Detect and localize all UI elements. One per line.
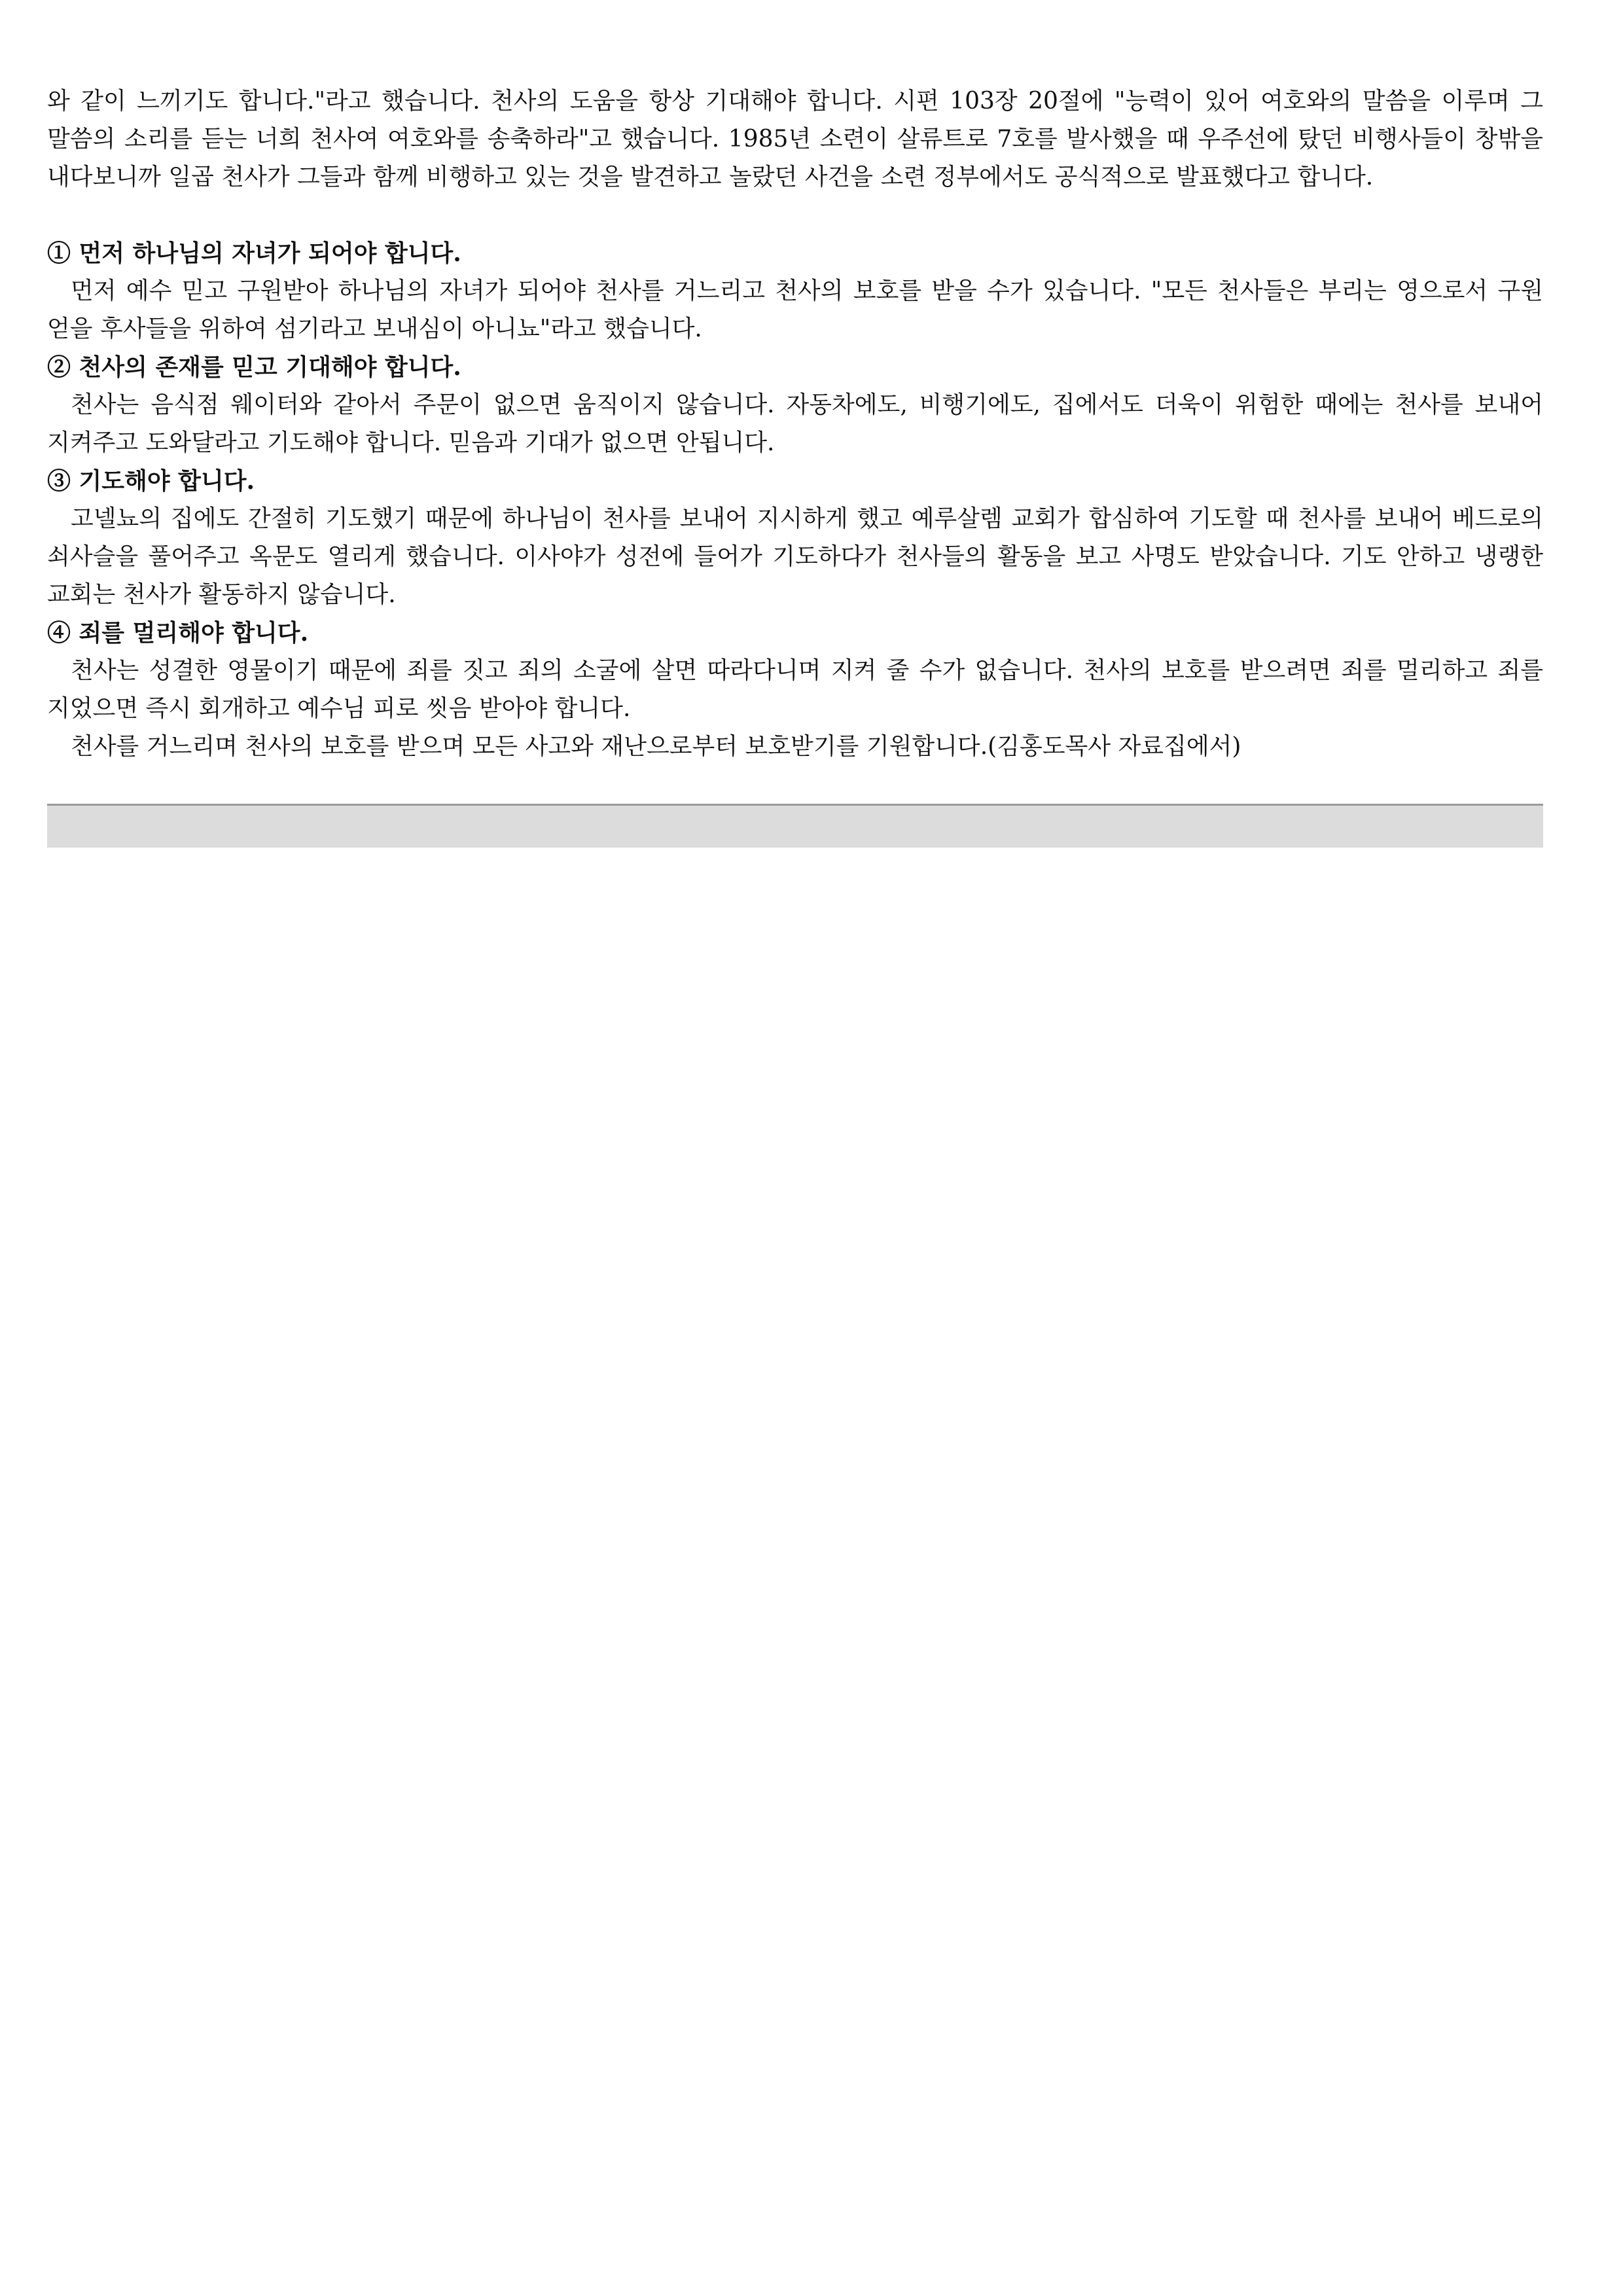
section-1-body: 먼저 예수 믿고 구원받아 하나님의 자녀가 되어야 천사를 거느리고 천사의 보호를 받을 수가 있습니다. "모든 천사들은 부리는 영으로서 구원 얻을 후사들을 위하여 섬기라고 보내심이 아니뇨"라고 했습니다. — [47, 278, 1543, 342]
section-4-heading: ④ 죄를 멀리해야 합니다. — [47, 619, 309, 647]
section-2-body: 천사는 음식점 웨이터와 같아서 주문이 없으면 움직이지 않습니다. 자동차에도, 비행기에도, 집에서도 더욱이 위험한 때에는 천사를 보내어 지켜주고 도와달라고 기도해야 합니다. 믿음과 기대가 없으면 안됩니다. — [47, 391, 1543, 456]
section-3-body: 고넬뇨의 집에도 간절히 기도했기 때문에 하나님이 천사를 보내어 지시하게 했고 예루살렘 교회가 합심하여 기도할 때 천사를 보내어 베드로의 쇠사슬을 풀어주고 옥문도 열리게 했습니다. 이사야가 성전에 들어가 기도하다가 천사들의 활동을 보고 사명도 받았습니다. 기도 안하고 냉랭한 교회는 천사가 활동하지 않습니다. — [47, 505, 1543, 608]
footer-bar — [47, 804, 1543, 848]
paragraph-spacer — [47, 196, 1543, 234]
section-1-heading: ① 먼저 하나님의 자녀가 되어야 합니다. — [47, 240, 461, 267]
section-4-body: 천사는 성결한 영물이기 때문에 죄를 짓고 죄의 소굴에 살면 따라다니며 지켜 줄 수가 없습니다. 천사의 보호를 받으려면 죄를 멀리하고 죄를 지었으면 즉시 회개하고 예수님 피로 씻음 받아야 합니다. — [47, 657, 1543, 722]
closing-paragraph: 천사를 거느리며 천사의 보호를 받으며 모든 사고와 재난으로부터 보호받기를 기원합니다.(김홍도목사 자료집에서) — [71, 733, 1241, 760]
document-body — [47, 82, 1543, 766]
intro-paragraph: 와 같이 느끼기도 합니다."라고 했습니다. 천사의 도움을 항상 기대해야 합니다. 시편 103장 20절에 "능력이 있어 여호와의 말씀을 이루며 그 말씀의 소리를 듣는 너희 천사여 여호와를 송축하라"고 했습니다. 1985년 소련이 살류트로 7호를 발사했을 때 우주선에 탔던 비행사들이 창밖을 내다보니까 일곱 천사가 그들과 함께 비행하고 있는 것을 발견하고 놀랐던 사건을 소련 정부에서도 공식적으로 발표했다고 합니다. — [47, 88, 1543, 190]
section-2-heading: ② 천사의 존재를 믿고 기대해야 합니다. — [47, 353, 461, 381]
section-3-heading: ③ 기도해야 합니다. — [47, 467, 255, 495]
